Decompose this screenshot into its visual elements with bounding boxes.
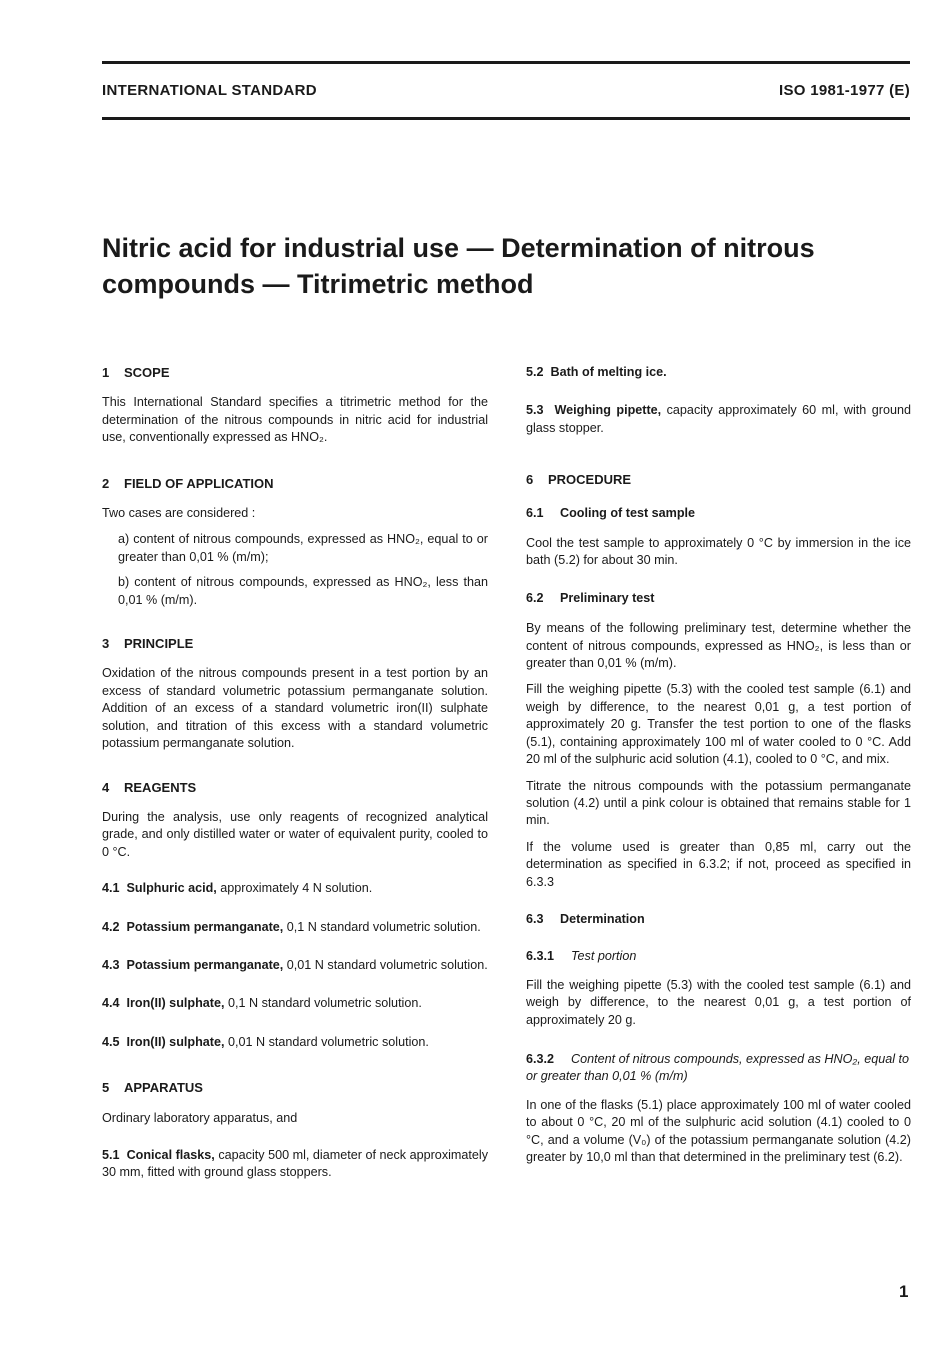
header-rule bbox=[102, 117, 910, 120]
test-portion-text: Fill the weighing pipette (5.3) with the cooled test sample (6.1) and weigh by difference, to the nearest 0,01 g, a test portion of approximately 20 g. bbox=[526, 977, 911, 1027]
document-title bbox=[102, 230, 902, 302]
field-case-a: a) content of nitrous compounds, expressed as HNO₂, equal to or greater than 0,01 % (m/m); bbox=[118, 532, 488, 564]
field-text: Two cases are considered : bbox=[102, 506, 256, 521]
apparatus-5-1: 5.1 Conical flasks, capacity 500 ml, diameter of neck approximately 30 mm, fitted with ground glass stoppers. bbox=[102, 1147, 489, 1180]
subsection-6-3-1-heading: 6.3.1 Test portion bbox=[526, 949, 637, 964]
preliminary-text-3: Titrate the nitrous compounds with the potassium permanganate solution (4.2) until a pink colour is obtained that remains stable for 1 min. bbox=[526, 778, 911, 828]
reagent-4-1: 4.1 Sulphuric acid, approximately 4 N solution. bbox=[102, 881, 373, 896]
field-case-b: b) content of nitrous compounds, expressed as HNO₂, less than 0,01 % (m/m). bbox=[118, 575, 488, 607]
subsection-6-2-heading: 6.2 Preliminary test bbox=[526, 590, 655, 605]
top-rule bbox=[102, 61, 910, 64]
section-field-heading: 2 FIELD OF APPLICATION bbox=[102, 475, 274, 491]
section-reagents-heading: 4 REAGENTS bbox=[102, 779, 197, 795]
header-document-number: ISO 1981-1977 (E) bbox=[778, 82, 910, 99]
reagent-4-2: 4.2 Potassium permanganate, 0,1 N standard volumetric solution. bbox=[102, 919, 481, 934]
apparatus-text: Ordinary laboratory apparatus, and bbox=[102, 1110, 298, 1125]
subsection-6-3-2-heading: 6.3.2 Content of nitrous compounds, expressed as HNO₂, equal to or greater than 0,01 % (m/m) bbox=[526, 1051, 910, 1084]
determination-text: In one of the flasks (5.1) place approximately 100 ml of water cooled to about 0 °C, 20 ml of the sulphuric acid solution (4.1) cooled to 0 °C, and a volume (V₀) of the potassium permanganate solution (4.2) greater by 10,0 ml than that determined in the preliminary test (6.2). bbox=[526, 1097, 911, 1164]
right-column bbox=[526, 364, 911, 1178]
reagent-4-3: 4.3 Potassium permanganate, 0,01 N standard volumetric solution. bbox=[102, 957, 488, 972]
apparatus-5-2: 5.2 Bath of melting ice. bbox=[526, 365, 667, 379]
preliminary-text-4: If the volume used is greater than 0,85 ml, carry out the determination as specified in 6.3.2; if not, proceed as specified in 6.3.3 bbox=[526, 839, 911, 889]
page-number: 1 bbox=[899, 1282, 909, 1301]
header-standard-label: INTERNATIONAL STANDARD bbox=[102, 82, 317, 99]
subsection-6-1-heading: 6.1 Cooling of test sample bbox=[526, 505, 696, 520]
section-principle-heading: 3 PRINCIPLE bbox=[102, 636, 194, 652]
reagent-4-4: 4.4 Iron(II) sulphate, 0,1 N standard volumetric solution. bbox=[102, 996, 422, 1011]
subsection-6-3-heading: 6.3 Determination bbox=[526, 911, 645, 926]
title-line-1: Nitric acid for industrial use — Determination of nitrous bbox=[102, 233, 815, 263]
left-column bbox=[102, 364, 488, 1194]
principle-text: Oxidation of the nitrous compounds present in a test portion by an excess of standard volumetric potassium permanganate solution. Addition of an excess of a standard volumetric iron(II) sulphate solution, and titration of this excess with a standard volumetric potassium permanganate solution. bbox=[102, 666, 488, 751]
apparatus-5-3: 5.3 Weighing pipette, capacity approximately 60 ml, with ground glass stopper. bbox=[526, 403, 911, 435]
section-apparatus-heading: 5 APPARATUS bbox=[102, 1080, 203, 1096]
section-scope-heading: 1 SCOPE bbox=[102, 365, 170, 380]
preliminary-text-2: Fill the weighing pipette (5.3) with the cooled test sample (6.1) and weigh by difference, to the nearest 0,01 g, a test portion of approximately 20 g. Transfer the test portion to one of the flasks (5.1), containing approximately 100 ml of water cooled to 0 °C. Add 20 ml of the sulphuric acid solution (4.1), cooled to 0 °C, and mix. bbox=[526, 682, 911, 767]
title-line-2: compounds — Titrimetric method bbox=[102, 269, 534, 299]
section-procedure-heading: 6 PROCEDURE bbox=[526, 472, 632, 488]
cooling-text: Cool the test sample to approximately 0 °C by immersion in the ice bath (5.2) for about 30 min. bbox=[526, 536, 911, 568]
scope-text: This International Standard specifies a titrimetric method for the determination of the nitrous compounds in nitric acid for industrial use, conventionally expressed as HNO₂. bbox=[102, 395, 488, 445]
preliminary-text-1: By means of the following preliminary test, determine whether the content of nitrous compounds, expressed as HNO₂, is less than or greater than 0,01 % (m/m). bbox=[526, 621, 911, 671]
reagents-text: During the analysis, use only reagents of recognized analytical grade, and only distilled water or water of equivalent purity, cooled to 0 °C. bbox=[102, 809, 488, 859]
reagent-4-5: 4.5 Iron(II) sulphate, 0,01 N standard volumetric solution. bbox=[102, 1034, 429, 1049]
